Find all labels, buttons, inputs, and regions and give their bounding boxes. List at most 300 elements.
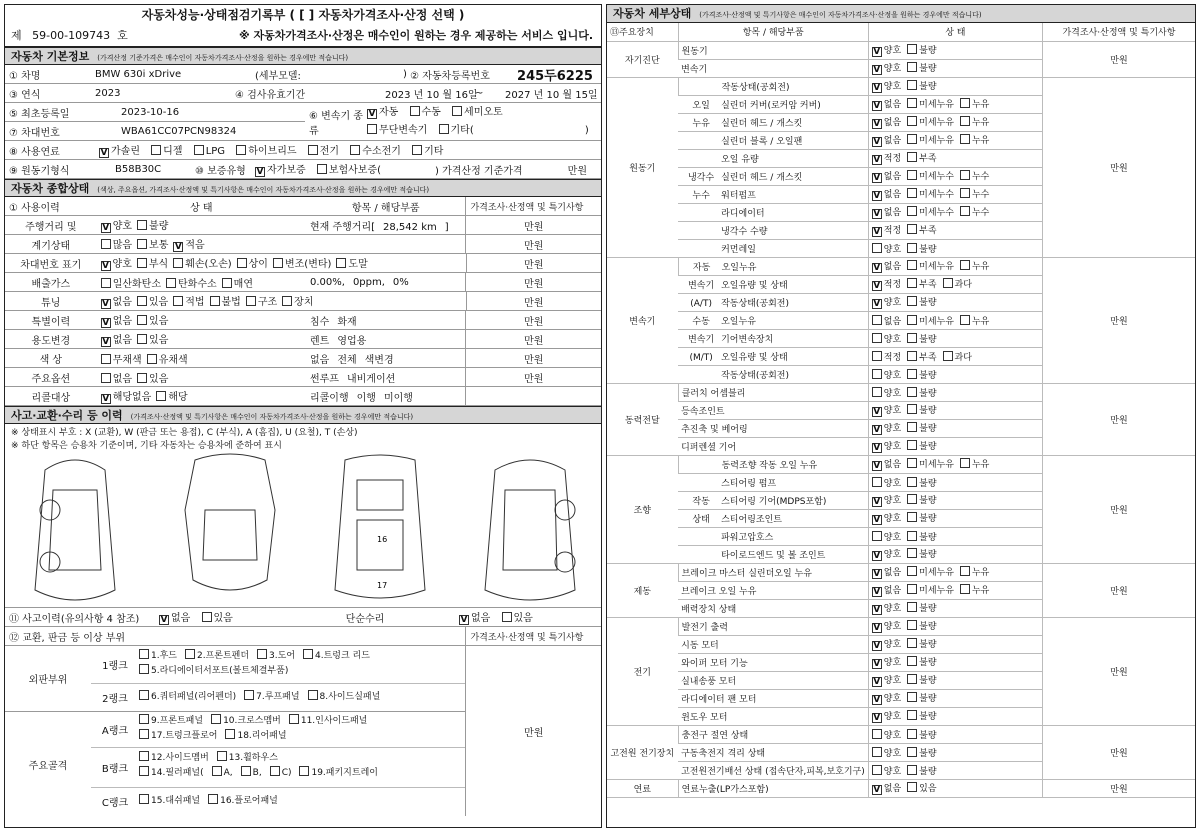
summary-option[interactable]: 매연 [222, 275, 253, 290]
checkbox[interactable] [907, 692, 917, 702]
status-option[interactable]: 불량 [907, 295, 936, 308]
fuel-lpg[interactable]: LPG [194, 145, 225, 157]
part-radiator-support[interactable]: 5.라디에이터서포트(볼트체결부품) [139, 664, 288, 679]
status-option[interactable]: 불량 [907, 493, 936, 506]
status-option[interactable]: V 적정 [873, 154, 902, 165]
status-option[interactable]: 누유 [960, 115, 989, 128]
status-option[interactable]: 있음 [907, 781, 936, 794]
checkbox[interactable] [960, 315, 970, 325]
status-option[interactable]: 양호 [872, 764, 901, 777]
status-option[interactable]: 양호 [872, 728, 901, 741]
checkbox[interactable] [907, 747, 917, 757]
status-option[interactable]: V 양호 [873, 298, 902, 309]
checkbox[interactable]: V [873, 65, 881, 75]
checkbox[interactable] [960, 458, 970, 468]
status-option[interactable]: 양호 [872, 530, 901, 543]
status-option[interactable]: V 없음 [873, 262, 902, 273]
checkbox[interactable] [960, 116, 970, 126]
summary-option[interactable]: 탄화수소 [166, 275, 217, 290]
checkbox[interactable] [907, 260, 917, 270]
summary-option[interactable]: 불법 [210, 293, 241, 308]
checkbox[interactable]: V [873, 605, 881, 615]
checkbox[interactable]: V [873, 83, 881, 93]
checkbox[interactable] [907, 80, 917, 90]
part-inside-panel[interactable]: 11.인사이드패널 [289, 714, 367, 729]
checkbox[interactable]: V [873, 641, 881, 651]
checkbox[interactable] [907, 584, 917, 594]
status-option[interactable]: 불량 [907, 421, 936, 434]
checkbox[interactable] [907, 278, 917, 288]
checkbox[interactable] [872, 387, 882, 397]
status-option[interactable]: 미세누유 [907, 259, 954, 272]
part-floor-panel[interactable]: 16.플로어패널 [208, 788, 278, 814]
checkbox[interactable] [147, 354, 157, 364]
status-option[interactable]: 미세누유 [907, 457, 954, 470]
checkbox[interactable] [907, 512, 917, 522]
status-option[interactable]: 없음 [872, 314, 901, 327]
checkbox[interactable] [237, 258, 247, 268]
checkbox[interactable] [960, 170, 970, 180]
summary-option[interactable]: 없음 [101, 370, 132, 385]
checkbox[interactable] [907, 620, 917, 630]
checkbox[interactable] [210, 296, 220, 306]
checkbox[interactable] [173, 258, 183, 268]
status-option[interactable]: V 양호 [873, 496, 902, 507]
checkbox[interactable]: V [873, 407, 881, 417]
checkbox[interactable] [907, 134, 917, 144]
status-option[interactable]: 누유 [960, 457, 989, 470]
car-diagrams [5, 450, 601, 608]
checkbox[interactable] [872, 477, 882, 487]
summary-option[interactable]: 있음 [137, 312, 168, 327]
detail-status [868, 545, 1042, 563]
checkbox[interactable] [872, 351, 882, 361]
status-option[interactable]: 양호 [872, 386, 901, 399]
trans-manual[interactable]: 수동 [410, 103, 441, 122]
checkbox[interactable] [907, 602, 917, 612]
status-option[interactable]: 미세누수 [907, 187, 954, 200]
checkbox[interactable] [907, 116, 917, 126]
status-option[interactable]: 불량 [907, 728, 936, 741]
fuel-hydrogen[interactable]: 수소전기 [350, 142, 401, 157]
part-trunk-floor[interactable]: 17.트렁크플로어 [139, 729, 217, 744]
status-option[interactable]: 양호 [872, 368, 901, 381]
fuel-other[interactable]: 기타 [412, 142, 443, 157]
status-option[interactable]: 불량 [907, 655, 936, 668]
summary-option[interactable]: 훼손(오손) [173, 255, 231, 270]
checkbox[interactable] [907, 729, 917, 739]
right-page [606, 4, 1196, 828]
status-option[interactable]: V 없음 [873, 208, 902, 219]
status-option[interactable]: 양호 [872, 242, 901, 255]
checkbox[interactable]: V [873, 155, 881, 165]
checkbox[interactable] [246, 296, 256, 306]
checkbox[interactable] [907, 782, 917, 792]
status-option[interactable]: 양호 [872, 332, 901, 345]
status-option[interactable]: 불량 [907, 403, 936, 416]
warranty-self[interactable]: V 자가보증 [256, 165, 306, 177]
checkbox[interactable]: V [873, 497, 881, 507]
checkbox[interactable]: V [873, 515, 881, 525]
part-quarter-panel[interactable]: 6.쿼터패널(리어펜더) [139, 684, 236, 711]
status-option[interactable]: 미세누유 [907, 314, 954, 327]
status-option[interactable]: V 없음 [873, 586, 902, 597]
checkbox[interactable] [156, 391, 166, 401]
accident-yes[interactable]: 있음 [202, 609, 233, 624]
checkbox[interactable] [907, 422, 917, 432]
checkbox[interactable] [907, 44, 917, 54]
status-option[interactable]: V 양호 [873, 424, 902, 435]
checkbox[interactable] [101, 239, 111, 249]
trans-semi[interactable]: 세미오토 [452, 103, 503, 122]
part-dash-panel[interactable]: 15.대쉬패널 [139, 788, 200, 814]
checkbox[interactable] [960, 584, 970, 594]
part-door[interactable]: 3.도어 [257, 649, 295, 664]
status-option[interactable]: 불량 [907, 368, 936, 381]
summary-option[interactable]: V 양호 [102, 259, 132, 271]
status-option[interactable]: 불량 [907, 332, 936, 345]
part-hood[interactable]: 1.후드 [139, 649, 177, 664]
status-option[interactable]: V 양호 [873, 622, 902, 633]
checkbox[interactable] [872, 315, 882, 325]
checkbox[interactable] [907, 243, 917, 253]
status-option[interactable]: V 양호 [873, 82, 902, 93]
status-option[interactable]: 불량 [907, 511, 936, 524]
status-option[interactable]: 불량 [907, 601, 936, 614]
summary-option[interactable]: 상이 [237, 255, 268, 270]
summary-option[interactable]: 도말 [336, 255, 367, 270]
simple-repair-none[interactable]: V 없음 [460, 613, 491, 625]
summary-option[interactable]: 유채색 [147, 351, 188, 366]
checkbox[interactable] [137, 315, 147, 325]
status-option[interactable]: 미세누수 [907, 205, 954, 218]
simple-repair-yes[interactable]: 있음 [502, 609, 533, 624]
checkbox[interactable] [137, 220, 147, 230]
checkbox[interactable]: V [873, 227, 881, 237]
checkbox[interactable]: V [102, 223, 110, 233]
summary-option[interactable]: 일산화탄소 [101, 275, 161, 290]
checkbox[interactable]: V [174, 242, 182, 252]
checkbox[interactable]: V [102, 394, 110, 404]
warranty-insurer[interactable]: 보험사보증( [317, 161, 381, 176]
checkbox[interactable] [137, 296, 147, 306]
checkbox[interactable] [907, 566, 917, 576]
trans-other[interactable]: 기타( [439, 122, 474, 140]
part-side-member[interactable]: 12.사이드멤버 [139, 751, 209, 766]
detail-price: 만원 [1042, 617, 1195, 725]
checkbox[interactable]: V [102, 318, 110, 328]
checkbox[interactable] [907, 656, 917, 666]
status-option[interactable]: 불량 [907, 61, 936, 74]
status-option[interactable]: V 없음 [873, 460, 902, 471]
checkbox[interactable]: V [873, 281, 881, 291]
part-cross-member[interactable]: 10.크로스멤버 [211, 714, 281, 729]
summary-option[interactable]: V 없음 [102, 316, 133, 328]
status-option[interactable]: 누유 [960, 259, 989, 272]
status-option[interactable]: 부족 [907, 151, 936, 164]
checkbox[interactable] [907, 638, 917, 648]
part-side-sill[interactable]: 8.사이드실패널 [308, 684, 381, 711]
checkbox[interactable] [907, 477, 917, 487]
checkbox[interactable] [166, 278, 176, 288]
checkbox[interactable]: V [873, 695, 881, 705]
status-option[interactable]: 과다 [943, 350, 972, 363]
status-option[interactable]: V 없음 [873, 100, 902, 111]
checkbox[interactable] [907, 765, 917, 775]
checkbox[interactable] [907, 369, 917, 379]
checkbox[interactable] [907, 98, 917, 108]
checkbox[interactable]: V [102, 299, 110, 309]
checkbox[interactable]: V [873, 137, 881, 147]
part-wheel-house[interactable]: 13.휠하우스 [217, 751, 278, 766]
status-option[interactable]: 과다 [943, 277, 972, 290]
part-front-fender[interactable]: 2.프론트펜더 [185, 649, 249, 664]
checkbox[interactable]: V [873, 569, 881, 579]
summary-option[interactable]: 보통 [137, 236, 168, 251]
summary-option[interactable]: 무채색 [101, 351, 142, 366]
summary-option[interactable]: 변조(변타) [273, 255, 331, 270]
summary-option[interactable]: 적법 [173, 293, 204, 308]
checkbox[interactable]: V [873, 461, 881, 471]
checkbox[interactable]: V [873, 119, 881, 129]
status-option[interactable]: V 양호 [873, 658, 902, 669]
status-option[interactable]: 불량 [907, 79, 936, 92]
status-option[interactable]: 불량 [907, 476, 936, 489]
status-option[interactable]: 누유 [960, 133, 989, 146]
status-option[interactable]: 부족 [907, 350, 936, 363]
checkbox[interactable] [907, 333, 917, 343]
status-option[interactable]: 불량 [907, 764, 936, 777]
checkbox[interactable] [907, 710, 917, 720]
status-option[interactable]: V 없음 [873, 172, 902, 183]
checkbox[interactable]: V [873, 659, 881, 669]
checkbox[interactable] [273, 258, 283, 268]
status-option[interactable]: 미세누유 [907, 97, 954, 110]
summary-option[interactable]: V 없음 [102, 335, 133, 347]
checkbox[interactable] [907, 188, 917, 198]
summary-row-price: 만원 [465, 216, 601, 234]
checkbox[interactable]: V [102, 337, 110, 347]
status-option[interactable]: 불량 [907, 43, 936, 56]
status-option[interactable]: V 없음 [873, 118, 902, 129]
status-option[interactable]: 부족 [907, 277, 936, 290]
status-option[interactable]: V 양호 [873, 46, 902, 57]
summary-option[interactable]: 불량 [137, 217, 168, 232]
checkbox[interactable]: V [873, 47, 881, 57]
summary-option[interactable]: V 양호 [102, 221, 133, 233]
checkbox[interactable] [960, 98, 970, 108]
part-roof-panel[interactable]: 7.루프패널 [244, 684, 299, 711]
status-option[interactable]: 불량 [907, 530, 936, 543]
checkbox[interactable] [137, 239, 147, 249]
status-option[interactable]: 부족 [907, 223, 936, 236]
checkbox[interactable] [872, 729, 882, 739]
status-option[interactable]: 누유 [960, 565, 989, 578]
checkbox[interactable]: V [873, 209, 881, 219]
status-option[interactable]: 미세누수 [907, 169, 954, 182]
checkbox[interactable]: V [873, 191, 881, 201]
checkbox[interactable] [907, 458, 917, 468]
summary-option[interactable]: 구조 [246, 293, 277, 308]
status-option[interactable]: V 양호 [873, 64, 902, 75]
checkbox[interactable]: V [873, 101, 881, 111]
checkbox[interactable] [907, 315, 917, 325]
status-option[interactable]: V 양호 [873, 676, 902, 687]
summary-option[interactable]: 장치 [282, 293, 313, 308]
status-option[interactable]: V 양호 [873, 694, 902, 705]
status-option[interactable]: 불량 [907, 619, 936, 632]
checkbox[interactable] [907, 494, 917, 504]
checkbox[interactable] [101, 373, 111, 383]
checkbox[interactable] [872, 531, 882, 541]
status-option[interactable]: 누수 [960, 187, 989, 200]
checkbox[interactable] [907, 404, 917, 414]
checkbox[interactable]: V [102, 261, 110, 271]
part-package-tray[interactable]: 19.패키지트레이 [299, 766, 377, 781]
status-option[interactable]: 미세누유 [907, 565, 954, 578]
pillar-b[interactable]: B, [241, 766, 262, 781]
checkbox[interactable]: V [873, 551, 881, 561]
checkbox[interactable] [907, 351, 917, 361]
checkbox[interactable] [960, 206, 970, 216]
fuel-electric[interactable]: 전기 [308, 142, 339, 157]
checkbox[interactable] [137, 258, 147, 268]
status-option[interactable]: V 적정 [873, 280, 902, 291]
status-option[interactable]: V 양호 [873, 406, 902, 417]
checkbox[interactable] [960, 188, 970, 198]
status-option[interactable]: 미세누유 [907, 115, 954, 128]
status-option[interactable]: V 양호 [873, 712, 902, 723]
checkbox[interactable] [907, 170, 917, 180]
summary-option[interactable]: 부식 [137, 255, 168, 270]
checkbox[interactable]: V [873, 425, 881, 435]
checkbox[interactable] [872, 747, 882, 757]
checkbox[interactable] [222, 278, 232, 288]
status-option[interactable]: 불량 [907, 439, 936, 452]
summary-option[interactable]: 있음 [137, 293, 168, 308]
status-option[interactable]: 적정 [872, 350, 901, 363]
status-option[interactable]: V 양호 [873, 604, 902, 615]
checkbox[interactable]: V [873, 443, 881, 453]
summary-option[interactable]: V 없음 [102, 297, 132, 309]
summary-option[interactable]: 있음 [137, 370, 168, 385]
part-rear-panel[interactable]: 18.리어패널 [225, 729, 286, 744]
checkbox[interactable]: V [873, 785, 881, 795]
status-option[interactable]: 누유 [960, 97, 989, 110]
summary-option[interactable]: V 적음 [174, 240, 205, 252]
summary-option[interactable]: 많음 [101, 236, 132, 251]
status-option[interactable]: 누유 [960, 583, 989, 596]
checkbox[interactable]: V [873, 623, 881, 633]
accident-none[interactable]: V 없음 [160, 613, 191, 625]
checkbox[interactable] [872, 369, 882, 379]
checkbox[interactable]: V [873, 587, 881, 597]
fuel-hybrid[interactable]: 하이브리드 [236, 142, 296, 157]
status-option[interactable]: V 없음 [873, 568, 902, 579]
checkbox[interactable] [137, 334, 147, 344]
pillar-c[interactable]: C) [270, 766, 292, 781]
status-option[interactable]: 양호 [872, 476, 901, 489]
fuel-gasoline[interactable]: V 가솔린 [100, 146, 140, 158]
checkbox[interactable] [907, 674, 917, 684]
checkbox[interactable]: V [873, 713, 881, 723]
trans-auto[interactable]: V 자동 [368, 107, 399, 119]
status-option[interactable]: V 양호 [873, 640, 902, 651]
checkbox[interactable] [907, 62, 917, 72]
checkbox[interactable] [872, 333, 882, 343]
status-option[interactable]: 불량 [907, 547, 936, 560]
checkbox[interactable] [960, 566, 970, 576]
status-option[interactable]: 누유 [960, 314, 989, 327]
status-option[interactable]: 불량 [907, 386, 936, 399]
status-option[interactable]: V 양호 [873, 442, 902, 453]
checkbox[interactable] [907, 224, 917, 234]
part-trunk-lid[interactable]: 4.트렁크 리드 [303, 649, 370, 664]
status-option[interactable]: V 적정 [873, 226, 902, 237]
checkbox[interactable] [137, 373, 147, 383]
checkbox[interactable] [907, 296, 917, 306]
checkbox[interactable] [872, 765, 882, 775]
checkbox[interactable] [872, 243, 882, 253]
fuel-diesel[interactable]: 디젤 [151, 142, 182, 157]
checkbox[interactable]: V [873, 263, 881, 273]
checkbox[interactable] [960, 134, 970, 144]
checkbox[interactable] [907, 440, 917, 450]
checkbox[interactable]: V [873, 173, 881, 183]
status-option[interactable]: 미세누유 [907, 133, 954, 146]
status-option[interactable]: 불량 [907, 637, 936, 650]
status-option[interactable]: 불량 [907, 746, 936, 759]
status-option[interactable]: 불량 [907, 673, 936, 686]
checkbox[interactable] [907, 152, 917, 162]
checkbox[interactable] [907, 548, 917, 558]
checkbox[interactable] [907, 531, 917, 541]
checkbox[interactable] [101, 354, 111, 364]
checkbox[interactable] [943, 351, 953, 361]
status-option[interactable]: 불량 [907, 242, 936, 255]
status-option[interactable]: 불량 [907, 709, 936, 722]
checkbox[interactable] [173, 296, 183, 306]
summary-option[interactable]: 있음 [137, 331, 168, 346]
status-option[interactable]: 누수 [960, 169, 989, 182]
status-option[interactable]: 누수 [960, 205, 989, 218]
checkbox[interactable] [101, 278, 111, 288]
status-option[interactable]: V 양호 [873, 514, 902, 525]
status-option[interactable]: V 없음 [873, 136, 902, 147]
status-option[interactable]: V 없음 [873, 190, 902, 201]
checkbox[interactable] [907, 206, 917, 216]
checkbox[interactable] [282, 296, 292, 306]
checkbox[interactable] [943, 278, 953, 288]
status-option[interactable]: 불량 [907, 691, 936, 704]
checkbox[interactable] [960, 260, 970, 270]
status-option[interactable]: 미세누유 [907, 583, 954, 596]
summary-option[interactable]: 해당 [156, 388, 187, 403]
detail-item: 동력조향 작동 오일 누유 [678, 455, 868, 473]
status-option[interactable]: 양호 [872, 746, 901, 759]
checkbox[interactable]: V [873, 299, 881, 309]
checkbox[interactable]: V [873, 677, 881, 687]
summary-option[interactable]: V 해당없음 [102, 392, 152, 404]
trans-cvt[interactable]: 무단변속기 [367, 122, 427, 140]
part-front-panel[interactable]: 9.프론트패널 [139, 714, 203, 729]
part-pillar-panel[interactable]: 14.필러패널( [139, 766, 204, 781]
status-option[interactable]: V 양호 [873, 550, 902, 561]
pillar-a[interactable]: A, [212, 766, 233, 781]
checkbox[interactable] [336, 258, 346, 268]
status-option[interactable]: V 없음 [873, 784, 902, 795]
checkbox[interactable] [907, 387, 917, 397]
